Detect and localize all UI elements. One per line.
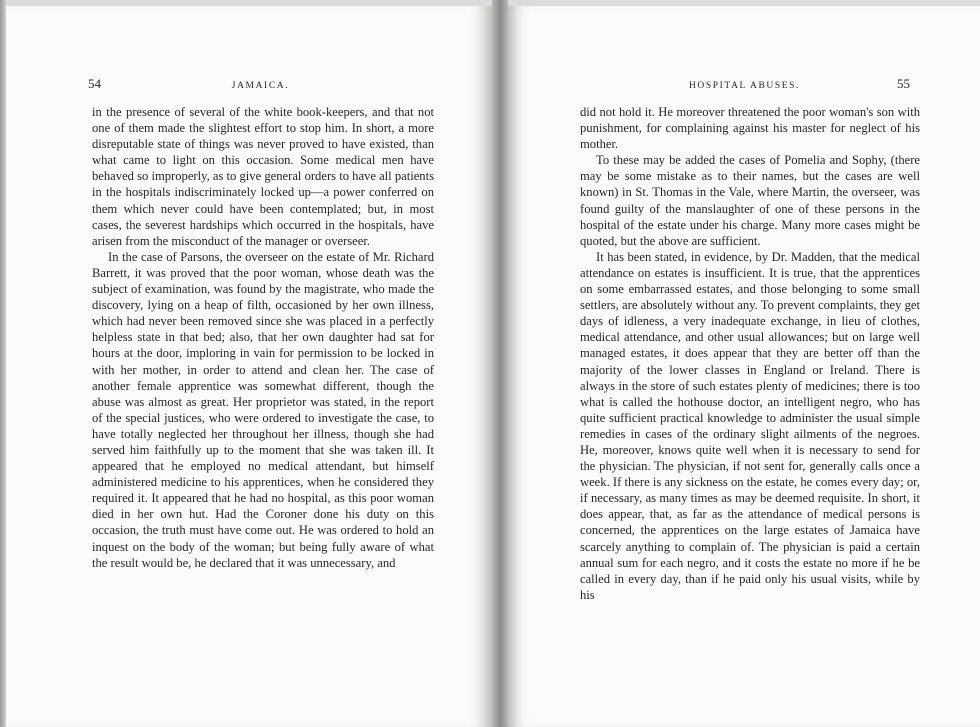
left-page-header xyxy=(88,76,434,92)
left-paragraph-2: In the case of Parsons, the overseer on the estate of Mr. Richard Barrett, it was proved that the poor woman, whose death was the subject of examination, was found by the magistrate, who made the discovery, lying on a heap of filth, occasioned by her own illness, which had never been removed since she was placed in a perfectly helpless state in that bed; also, that her own daughter had sat for hours at the door, imploring in vain for permission to be locked in with her mother, in order to attend and clean her. The case of another female apprentice was somewhat different, though the abuse was almost as great. Her proprietor was stated, in the report of the special justices, who were ordered to investigate the case, to have totally neglected her throughout her illness, though she had served him faithfully up to the moment that she was taken ill. It appeared that he employed no medical attendant, but himself administered medicine to his apprentices, when he considered they required it. It appeared that he had no hospital, as this poor woman died in her own hut. Had the Coroner done his duty on this occasion, the truth must have come out. He was ordered to hold an inquest on the body of the woman; but being fully aware of what the result would be, he declared that it was unnecessary, and xyxy=(92,249,434,570)
right-paragraph-1: did not hold it. He moreover threatened the poor woman's son with punishment, for complaining against his master for neglect of his mother. xyxy=(580,105,920,152)
left-page-body xyxy=(92,104,434,571)
right-page xyxy=(508,6,980,727)
right-running-title: HOSPITAL ABUSES. xyxy=(688,81,801,91)
left-page-number: 54 xyxy=(88,76,101,91)
right-page-body xyxy=(580,104,920,603)
right-paragraph-2: To these may be added the cases of Pomelia and Sophy, (there may be some mistake as to their names, but the cases are well known) in St. Thomas in the Vale, where Martin, the overseer, was found guilty of the manslaughter of one of these persons in the hospital of the estate under his charge. Many more cases might be quoted, but the above are sufficient. xyxy=(580,153,920,248)
left-running-title: JAMAICA. xyxy=(231,81,290,91)
right-page-number: 55 xyxy=(897,76,910,91)
left-paragraph-1: in the presence of several of the white book-keepers, and that not one of them made the slightest effort to stop him. In short, a more disreputable state of things was never proved to have existed, than what came to light on this occasion. Some medical men have behaved so improperly, as to give general orders to have all patients in the hospitals indiscriminately locked up—a power conferred on them which never could have been contemplated; but, in most cases, the severest hardships which occurred in the hospitals, have arisen from the misconduct of the manager or overseer. xyxy=(92,105,434,248)
right-paragraph-3: It has been stated, in evidence, by Dr. Madden, that the medical attendance on estates is insufficient. It is true, that the apprentices on some embarrassed estates, and those belonging to some small settlers, are absolutely without any. To prevent complaints, they get days of idleness, a very inadequate exchange, in lieu of clothes, medical attendance, and other usual allowances; but on large well managed estates, it does appear that they are better off than the majority of the lower classes in England or Ireland. There is always in the store of such estates plenty of medicines; there is too what is called the hothouse doctor, an intelligent negro, who has quite sufficient practical knowledge to administer the usual simple remedies in cases of the ordinary slight ailments of the negroes. He, moreover, knows quite well when it is necessary to send for the physician. The physician, if not sent for, generally calls once a week. If there is any sickness on the estate, he comes every day; or, if necessary, as many times as may be deemed requisite. In short, it does appear, that, as far as the attendance of medical persons is concerned, the apprentices on the large estates of Jamaica have scarcely anything to complain of. The physician is paid a certain annual sum for each negro, and it costs the estate no more if he be called in every day, than if he paid only his usual visits, while by his xyxy=(580,249,920,602)
left-page xyxy=(6,6,492,727)
right-page-header xyxy=(578,76,910,92)
book-gutter xyxy=(492,0,508,727)
